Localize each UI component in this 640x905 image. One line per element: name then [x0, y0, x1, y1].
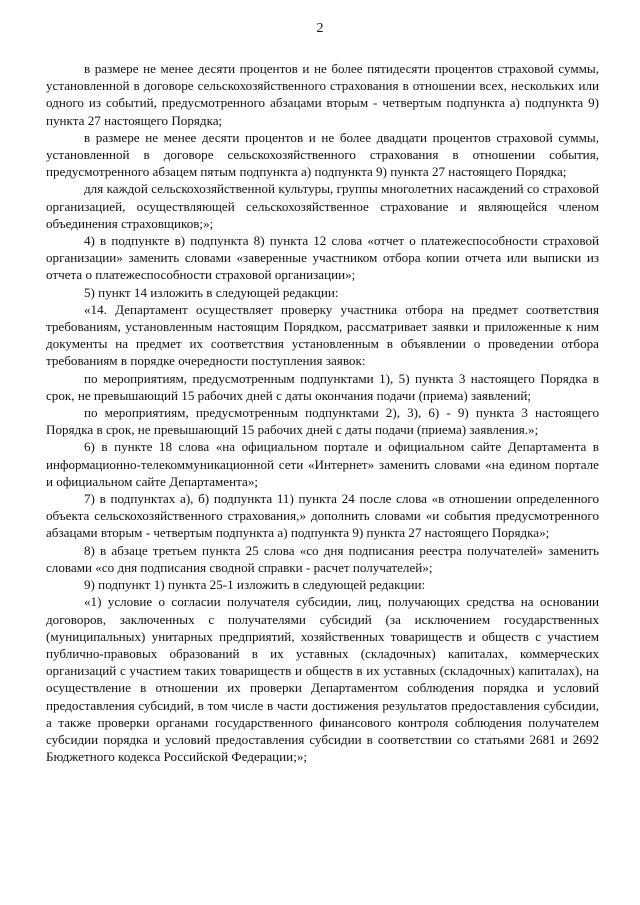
paragraph: в размере не менее десяти процентов и не более двадцати процентов страховой суммы, установленной в договоре сельскохозяйственного страхования в отношении события, предусмотренного абзацем пятым подпункта а) подпункта 9) пункта 27 настоящего Порядка; [46, 129, 599, 180]
paragraph: по мероприятиям, предусмотренным подпунктами 2), 3), 6) - 9) пункта 3 настоящего Порядка в срок, не превышающий 15 рабочих дней с даты подачи (приема) заявления.»; [46, 405, 599, 438]
paragraph: 4) в подпункте в) подпункта 8) пункта 12 слова «отчет о платежеспособности страховой организации» заменить словами «заверенные участником отбора копии отчета или выписки из отчета о платежеспособности страховой организации»; [46, 233, 599, 283]
paragraph: «1) условие о согласии получателя субсидии, лиц, получающих средства на основании договоров, заключенных с получателями субсидий (за исключением государственных (муниципальных) унитарных предприятий, хозяйственных товариществ и обществ с участием публично-правовых образований в их уставных (складочных) капиталах, коммерческих организаций с участием таких товариществ и обществ в их уставных (складочных) капиталах), на осуществление в отношении их проверки Департаментом соблюдения порядка и условий предоставления субсидий, в том числе в части достижения результатов предоставления субсидии, а также проверки органами государственного финансового контроля соблюдения получателем субсидии порядка и условий предоставления субсидии в соответствии со статьями 2681 и 2692 Бюджетного кодекса Российской Федерации;»; [46, 594, 599, 765]
paragraph: 6) в пункте 18 слова «на официальном портале и официальном сайте Департамента в информационно-телекоммуникационной сети «Интернет» заменить словами «на едином портале и официальном сайте Департамента»; [46, 439, 599, 489]
paragraph: 5) пункт 14 изложить в следующей редакции: [84, 284, 339, 300]
paragraph: в размере не менее десяти процентов и не более пятидесяти процентов страховой суммы, установленной в договоре сельскохозяйственного страхования в отношении всех, нескольких или одного из событий, предусмотренного абзацами вторым - четвертым подпункта а) подпункта 9) пункта 27 настоящего Порядка; [46, 61, 599, 128]
paragraph: «14. Департамент осуществляет проверку участника отбора на предмет соответствия требованиям, установленным настоящим Порядком, рассматривает заявки и приложенные к ним документы на предмет их соответствия установленным в объявлении о проведении отбора требованиям в порядке очередности поступления заявок: [46, 301, 599, 369]
paragraph: 9) подпункт 1) пункта 25-1 изложить в следующей редакции: [84, 577, 426, 593]
paragraph: по мероприятиям, предусмотренным подпунктами 1), 5) пункта 3 настоящего Порядка в срок, не превышающий 15 рабочих дней с даты окончания подачи (приема) заявлений; [46, 370, 599, 403]
page-number: 2 [316, 21, 324, 36]
paragraph: для каждой сельскохозяйственной культуры, группы многолетних насаждений со страховой организацией, осуществляющей сельскохозяйственное страхование и являющейся членом объединения страховщиков;»; [46, 181, 599, 231]
paragraph: 8) в абзаце третьем пункта 25 слова «со дня подписания реестра получателей» заменить словами «со дня подписания сводной справки - расчет получателей»; [46, 542, 599, 575]
paragraph: 7) в подпунктах а), б) подпункта 11) пункта 24 после слова «в отношении определенного объекта сельскохозяйственного страхования,» дополнить словами «и события предусмотренного абзацами вторым - четвертым подпункта а) подпункта 9) пункта 27 настоящего Порядка»; [46, 491, 599, 541]
document-body [46, 60, 599, 765]
